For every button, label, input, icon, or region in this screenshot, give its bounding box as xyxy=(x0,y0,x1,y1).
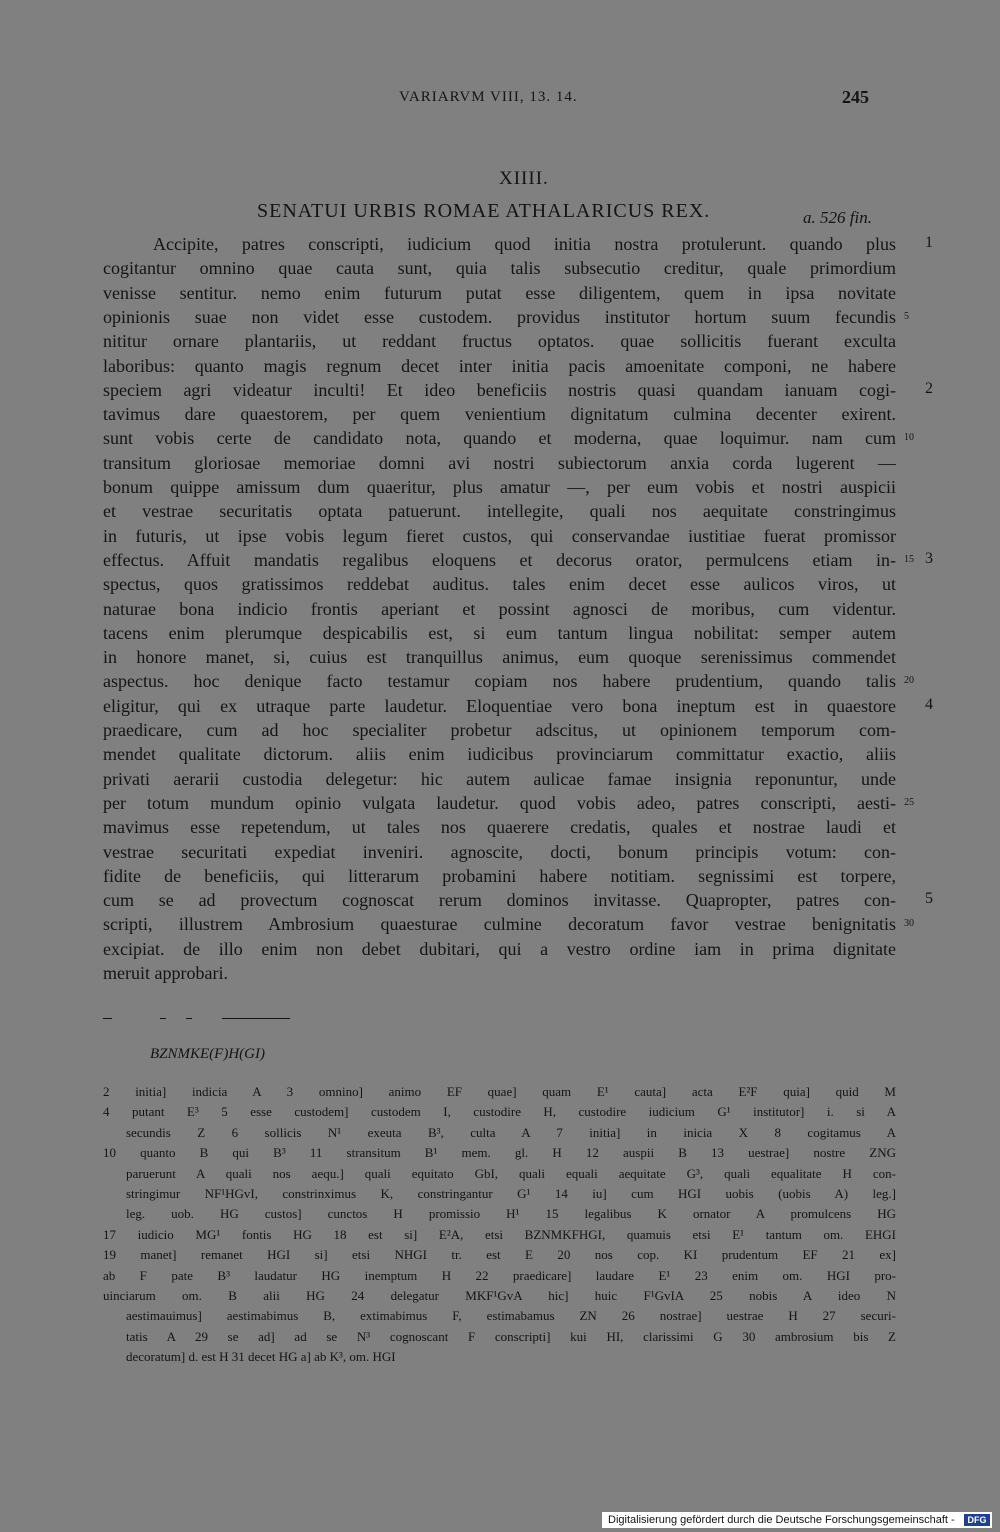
section-number: 4 xyxy=(925,695,933,713)
body-line: naturae bona indicio frontis aperiant et possint agnosci de moribus, cum videntur. xyxy=(103,598,896,619)
margin-line-number: 30 xyxy=(904,918,914,930)
apparatus-line: secundis Z 6 sollicis N¹ exeuta B³, culta A 7 initia] in inicia X 8 cogitamus A xyxy=(126,1124,896,1140)
apparatus-line: ab F pate B³ laudatur HG inemptum H 22 praedicare] laudare E¹ 23 enim om. HGI pro- xyxy=(103,1267,896,1283)
apparatus-line: decoratum] d. est H 31 decet HG a] ab K³, om. HGI xyxy=(126,1349,396,1365)
page-number: 245 xyxy=(842,87,869,107)
body-line: excipiat. de illo enim non debet dubitari, qui a vestro ordine iam in prima dignitate xyxy=(103,938,896,959)
body-line: nititur ornare plantariis, ut reddant fructus optatos. quae sollicitis fuerant exculta xyxy=(103,331,896,352)
body-line: et vestrae securitatis optata patuerunt. intellegite, quali nos aequitate constringimus xyxy=(103,501,896,522)
body-line: scripti, illustrem Ambrosium quaesturae culmine decoratum favor vestrae benignitatis xyxy=(103,914,896,935)
apparatus-line: tatis A 29 se ad] ad se N³ cognoscant F conscripti] kui HI, clarissimi G 30 ambrosium bis Z xyxy=(126,1328,896,1344)
apparatus-line: leg. uob. HG custos] cunctos H promissio H¹ 15 legalibus K ornator A promulcens HG xyxy=(126,1206,896,1222)
body-line: mendet qualitate dictorum. aliis enim iudicibus provinciarum committatur exactio, aliis xyxy=(103,744,896,765)
body-line: opinionis suae non videt esse custodem. providus institutor hortum suum fecundis xyxy=(103,306,896,327)
body-line: bonum quippe amissum dum quaeritur, plus amatur —, per eum vobis et nostri auspicii xyxy=(103,477,896,497)
section-number: 1 xyxy=(925,234,933,251)
body-line: in futuris, ut ipse vobis legum fieret custos, qui conservandae iustitiae fuerat promissor xyxy=(103,525,896,546)
manuscript-sigla: BZNMKE(F)H(GI) xyxy=(150,1046,265,1062)
body-line: cum se ad provectum cognoscat rerum dominos invitasse. Quapropter, patres con- xyxy=(103,890,896,911)
body-line: tacens enim plerumque despicabilis est, si eum tantum lingua nobilitat: semper autem xyxy=(103,622,896,643)
running-head: VARIARVM VIII, 13. 14. xyxy=(399,89,578,105)
body-line: vestrae securitati expediat inveniri. agnoscite, docti, bonum principis votum: con- xyxy=(103,841,896,862)
body-line: cogitantur omnino quae cauta sunt, quia talis subsecutio creditur, quale primordium xyxy=(103,258,896,279)
body-line: laboribus: quanto magis regnum decet inter initia pacis amoenitate componi, ne habere xyxy=(103,355,896,376)
body-line: fidite de beneficiis, qui litterarum probamini habere notitiam. segnissimi est torpere, xyxy=(103,865,896,886)
body-line: eligitur, qui ex utraque parte laudetur. Eloquentiae vero bona ineptum est in quaestore xyxy=(103,695,896,716)
footer-text: Digitalisierung gefördert durch die Deutsche Forschungsgemeinschaft - xyxy=(608,1514,955,1526)
apparatus-line: 4 putant E³ 5 esse custodem] custodem I, custodire H, custodire iudicium G¹ institutor] i. si A xyxy=(103,1104,896,1120)
apparatus-line: 10 quanto B qui B³ 11 stransitum B¹ mem. gl. H 12 auspii B 13 uestrae] nostre ZNG xyxy=(103,1145,896,1161)
body-line: privati aerarii custodia delegetur: hic autem aulicae famae insignia reponuntur, unde xyxy=(103,768,896,789)
margin-line-number: 15 xyxy=(904,553,914,565)
body-line: mavimus esse repetendum, ut tales nos quaerere credatis, quales et nostrae laudi et xyxy=(103,817,896,838)
footer-strip xyxy=(602,1512,992,1528)
letter-number: XIIII. xyxy=(499,168,549,189)
section-number: 2 xyxy=(925,379,933,397)
body-line: aspectus. hoc denique facto testamur copiam nos habere prudentium, quando talis xyxy=(103,671,896,692)
margin-line-number: 25 xyxy=(904,796,914,808)
body-line: praedicare, cum ad hoc specialiter probetur adscitus, ut opinionem temporum com- xyxy=(103,720,896,740)
section-number: 3 xyxy=(925,549,933,567)
apparatus-line: uinciarum om. B alii HG 24 delegatur MKF¹GvA hic] huic F¹GvIA 25 nobis A ideo N xyxy=(103,1288,896,1303)
margin-line-number: 5 xyxy=(904,310,909,322)
body-line: speciem agri videatur inculti! Et ideo beneficiis nostris quasi quandam ianuam cogi- xyxy=(103,379,896,400)
body-line: tavimus dare quaestorem, per quem venientium dignitatum culmina decenter exirent. xyxy=(103,404,896,425)
body-line: spectus, quos gratissimos reddebat auditus. tales enim decet esse aulicos viros, ut xyxy=(103,574,896,595)
body-line: transitum gloriosae memoriae domni avi nostri subiectorum anxia corda lugerent — xyxy=(103,452,896,473)
body-line: in honore manet, si, cuius est tranquillus animus, eum quoque serenissimus commendet xyxy=(103,647,896,668)
body-line: per totum mundum opinio vulgata laudetur. quod vobis adeo, patres conscripti, aesti- xyxy=(103,792,896,813)
dfg-logo: DFG xyxy=(964,1514,990,1526)
letter-date: a. 526 fin. xyxy=(803,208,872,227)
body-line: meruit approbari. xyxy=(103,963,228,983)
apparatus-line: paruerunt A quali nos aequ.] quali equitato GbI, quali equali aequitate G³, quali equalitate H con- xyxy=(126,1165,896,1181)
margin-line-number: 20 xyxy=(904,675,914,687)
body-line: sunt vobis certe de candidato nota, quando et moderna, quae loquimur. nam cum xyxy=(103,428,896,449)
apparatus-line: 19 manet] remanet HGI si] etsi NHGI tr. est E 20 nos cop. KI prudentum EF 21 ex] xyxy=(103,1247,896,1263)
apparatus-line: 2 initia] indicia A 3 omnino] animo EF quae] quam E¹ cauta] acta E²F quia] quid M xyxy=(103,1084,896,1099)
section-number: 5 xyxy=(925,890,933,908)
apparatus-line: aestimauimus] aestimabimus B, extimabimus F, estimabamus ZN 26 nostrae] uestrae H 27 securi- xyxy=(126,1308,896,1324)
body-line: effectus. Affuit mandatis regalibus eloquens et decorus orator, permulcens etiam in- xyxy=(103,549,896,570)
body-line: venisse sentitur. nemo enim futurum putat esse diligentem, quem in ipsa novitate xyxy=(103,282,896,303)
letter-title: SENATUI URBIS ROMAE ATHALARICUS REX. xyxy=(257,200,711,222)
body-line: Accipite, patres conscripti, iudicium quod initia nostra protulerunt. quando plus xyxy=(153,234,896,254)
apparatus-line: 17 iudicio MG¹ fontis HG 18 est si] E²A, etsi BZNMKFHGI, quamuis etsi E¹ tantum om. EHGI xyxy=(103,1226,896,1242)
apparatus-line: stringimur NF¹HGvI, constrinximus K, constringantur G¹ 14 iu] cum HGI uobis (uobis A) leg.] xyxy=(126,1186,896,1201)
margin-line-number: 10 xyxy=(904,432,914,444)
